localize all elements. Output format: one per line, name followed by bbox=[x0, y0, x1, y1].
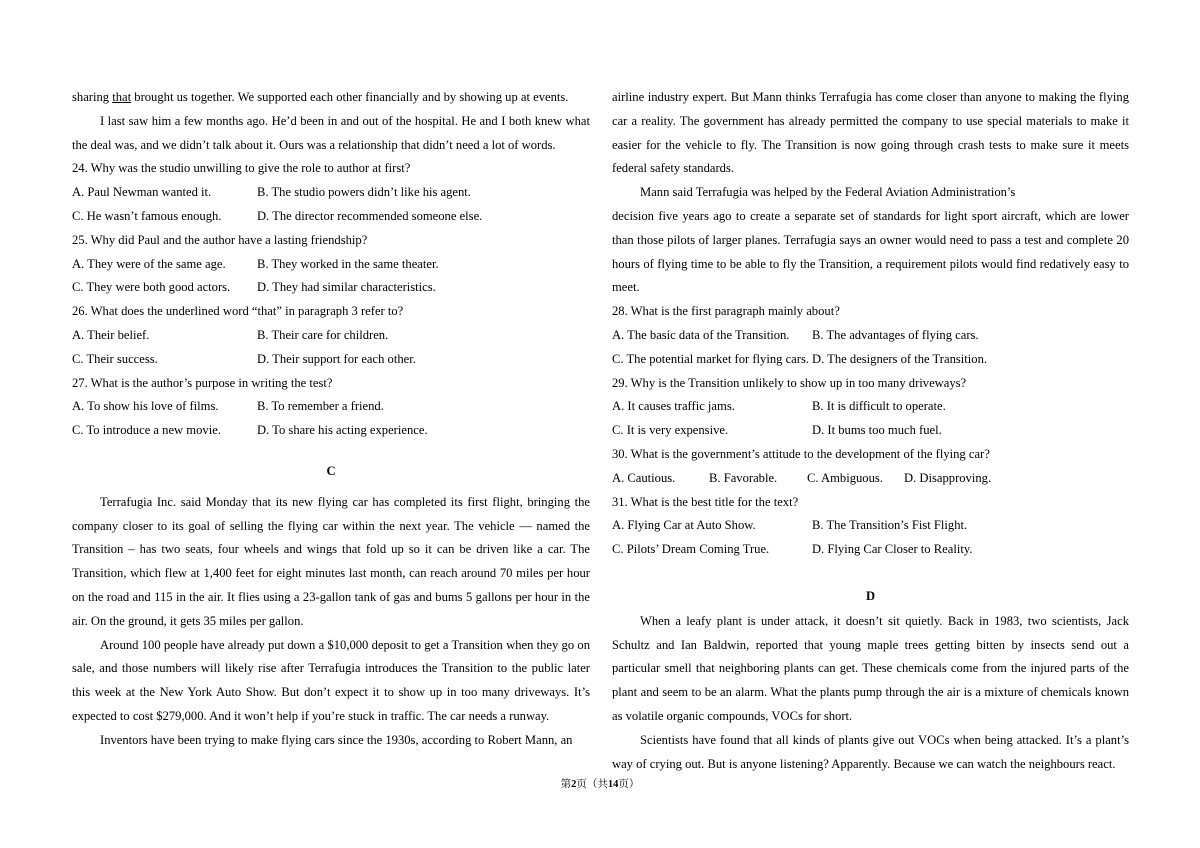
option-a: A. They were of the same age. bbox=[72, 256, 226, 271]
option-c: C. Pilots’ Dream Coming True. bbox=[612, 542, 770, 557]
question-25-options-ab bbox=[72, 253, 590, 277]
passage-b-paragraph-continued bbox=[72, 86, 590, 110]
option-d: D. Flying Car Closer to Reality. bbox=[812, 542, 973, 557]
passage-c-paragraph-2: Around 100 people have already put down a $10,000 deposit to get a Transition when they go on sale, and those numbers will likely rise after Terrafugia introduces the Transition to the public later this week at the New York Auto Show. But don’t expect it to show up in too many driveways. It’s expected to cost $279,000. And it won’t help if you’re stuck in traffic. The car needs a runway. bbox=[72, 637, 590, 723]
question-31 bbox=[612, 491, 1129, 562]
page-footer bbox=[0, 778, 1200, 792]
underlined-word-that: that bbox=[112, 90, 132, 104]
question-27 bbox=[72, 372, 590, 443]
passage-c-paragraph-1: Terrafugia Inc. said Monday that its new flying car has completed its first flight, bringing the company closer to its goal of selling the flying car within the next year. The vehicle — named the Transition – has two seats, four wheels and wings that fold up so it can be driven like a car. The Transition, which flew at 1,400 feet for eight minutes last month, can reach around 70 miles per hour on the road and 115 in the air. It flies using a 23-gallon tank of gas and bums 5 gallons per hour in the air. On the ground, it gets 35 miles per gallon. bbox=[72, 494, 590, 628]
option-a: A. Their belief. bbox=[72, 327, 150, 342]
option-b: B. The studio powers didn’t like his agent. bbox=[257, 185, 471, 200]
option-a: A. Paul Newman wanted it. bbox=[72, 185, 212, 200]
footer-text: 页（共 bbox=[576, 779, 608, 790]
question-27-stem: 27. What is the author’s purpose in writing the test? bbox=[72, 375, 333, 390]
option-d: D. It bums too much fuel. bbox=[812, 423, 942, 438]
option-a: A. Flying Car at Auto Show. bbox=[612, 518, 756, 533]
option-b: B. It is difficult to operate. bbox=[812, 399, 946, 414]
question-30 bbox=[612, 443, 1129, 491]
question-29 bbox=[612, 372, 1129, 443]
passage-d-header: D bbox=[865, 588, 876, 603]
option-d: D. The director recommended someone else. bbox=[257, 208, 483, 223]
question-24 bbox=[72, 157, 590, 228]
option-d: D. Disapproving. bbox=[904, 470, 992, 485]
option-b: B. They worked in the same theater. bbox=[257, 256, 439, 271]
question-29-stem: 29. Why is the Transition unlikely to show up in too many driveways? bbox=[612, 375, 967, 390]
question-26-stem: 26. What does the underlined word “that” in paragraph 3 refer to? bbox=[72, 304, 404, 319]
question-31-options-cd bbox=[612, 538, 1129, 562]
question-28 bbox=[612, 300, 1129, 371]
question-24-options-ab bbox=[72, 181, 590, 205]
option-c: C. Their success. bbox=[72, 351, 158, 366]
footer-text: 页） bbox=[618, 779, 640, 790]
passage-d-paragraph-2: Scientists have found that all kinds of plants give out VOCs when being attacked. It’s a plant’s way of crying out. But is anyone listening? Apparently. Because we can watch the neighbours react. bbox=[612, 732, 1129, 771]
option-c: C. Ambiguous. bbox=[807, 470, 883, 485]
question-28-stem: 28. What is the first paragraph mainly about? bbox=[612, 304, 840, 319]
option-a: A. The basic data of the Transition. bbox=[612, 327, 790, 342]
page-number: 2 bbox=[571, 779, 577, 790]
passage-c-paragraph-4-line1: Mann said Terrafugia was helped by the Federal Aviation Administration’s bbox=[640, 185, 1016, 200]
option-d: D. Their support for each other. bbox=[257, 351, 416, 366]
option-d: D. They had similar characteristics. bbox=[257, 280, 436, 295]
option-c: C. He wasn’t famous enough. bbox=[72, 208, 222, 223]
option-b: B. Favorable. bbox=[709, 470, 778, 485]
option-c: C. It is very expensive. bbox=[612, 423, 729, 438]
passage-c-paragraph-4-rest: decision five years ago to create a separate set of standards for light sport aircraft, which are lower than those pilots of larger planes. Terrafugia says an owner would need to pass a test and complete 20 hours of flying time to be able to fly the Transition, a requirement pilots would find redatively easy to meet. bbox=[612, 208, 1129, 295]
option-b: B. The Transition’s Fist Flight. bbox=[812, 518, 968, 533]
question-29-options-ab bbox=[612, 395, 1129, 419]
option-d: D. To share his acting experience. bbox=[257, 423, 428, 438]
question-27-options-cd bbox=[72, 419, 590, 443]
question-30-stem: 30. What is the government’s attitude to the development of the flying car? bbox=[612, 446, 990, 461]
option-b: B. The advantages of flying cars. bbox=[812, 327, 979, 342]
passage-c-header: C bbox=[326, 463, 336, 478]
question-28-options-cd bbox=[612, 348, 1129, 372]
question-26-options-cd bbox=[72, 348, 590, 372]
option-a: A. Cautious. bbox=[612, 470, 676, 485]
option-a: A. To show his love of films. bbox=[72, 399, 219, 414]
question-29-options-cd bbox=[612, 419, 1129, 443]
total-pages: 14 bbox=[607, 779, 619, 790]
passage-d-paragraph-1: When a leafy plant is under attack, it doesn’t sit quietly. Back in 1983, two scientists, Jack Schultz and Ian Baldwin, reported that young maple trees getting bitten by insects send out a particular smell that neighboring plants can get. These chemicals come from the injured parts of the plant and seem to be an alarm. What the plants pump through the air is a mixture of chemicals known as volatile organic compounds, VOCs for short. bbox=[612, 613, 1129, 723]
option-b: B. Their care for children. bbox=[257, 327, 389, 342]
passage-c-paragraph-3-start: Inventors have been trying to make flying cars since the 1930s, according to Robert Mann, an bbox=[100, 732, 573, 747]
question-27-options-ab bbox=[72, 395, 590, 419]
passage-c-paragraph-3-continued: airline industry expert. But Mann thinks Terrafugia has come closer than anyone to making the flying car a reality. The government has already permitted the company to use special materials to make it easier for the vehicle to fly. The Transition is now going through crash tests to make sure it meets federal safety standards. bbox=[612, 90, 1129, 176]
left-column bbox=[72, 86, 590, 753]
question-25-stem: 25. Why did Paul and the author have a lasting friendship? bbox=[72, 232, 368, 247]
option-b: B. To remember a friend. bbox=[257, 399, 384, 414]
option-a: A. It causes traffic jams. bbox=[612, 399, 735, 414]
question-31-stem: 31. What is the best title for the text? bbox=[612, 494, 799, 509]
option-c: C. To introduce a new movie. bbox=[72, 423, 221, 438]
question-28-options-ab bbox=[612, 324, 1129, 348]
question-25-options-cd bbox=[72, 276, 590, 300]
question-30-options bbox=[612, 467, 1129, 491]
paragraph-text: brought us together. We supported each other financially and by showing up at events. bbox=[131, 90, 569, 104]
question-24-options-cd bbox=[72, 205, 590, 229]
right-column bbox=[612, 86, 1129, 776]
question-26-options-ab bbox=[72, 324, 590, 348]
question-24-stem: 24. Why was the studio unwilling to give the role to author at first? bbox=[72, 161, 411, 176]
paragraph-text: sharing bbox=[72, 90, 113, 104]
question-25 bbox=[72, 229, 590, 300]
option-c: C. The potential market for flying cars. bbox=[612, 351, 810, 366]
option-d: D. The designers of the Transition. bbox=[812, 351, 988, 366]
question-31-options-ab bbox=[612, 514, 1129, 538]
option-c: C. They were both good actors. bbox=[72, 280, 231, 295]
question-26 bbox=[72, 300, 590, 371]
footer-text: 第 bbox=[560, 779, 572, 790]
passage-b-last-paragraph: I last saw him a few months ago. He’d been in and out of the hospital. He and I both knew what the deal was, and we didn’t talk about it. Ours was a relationship that didn’t need a lot of words. bbox=[72, 113, 590, 152]
